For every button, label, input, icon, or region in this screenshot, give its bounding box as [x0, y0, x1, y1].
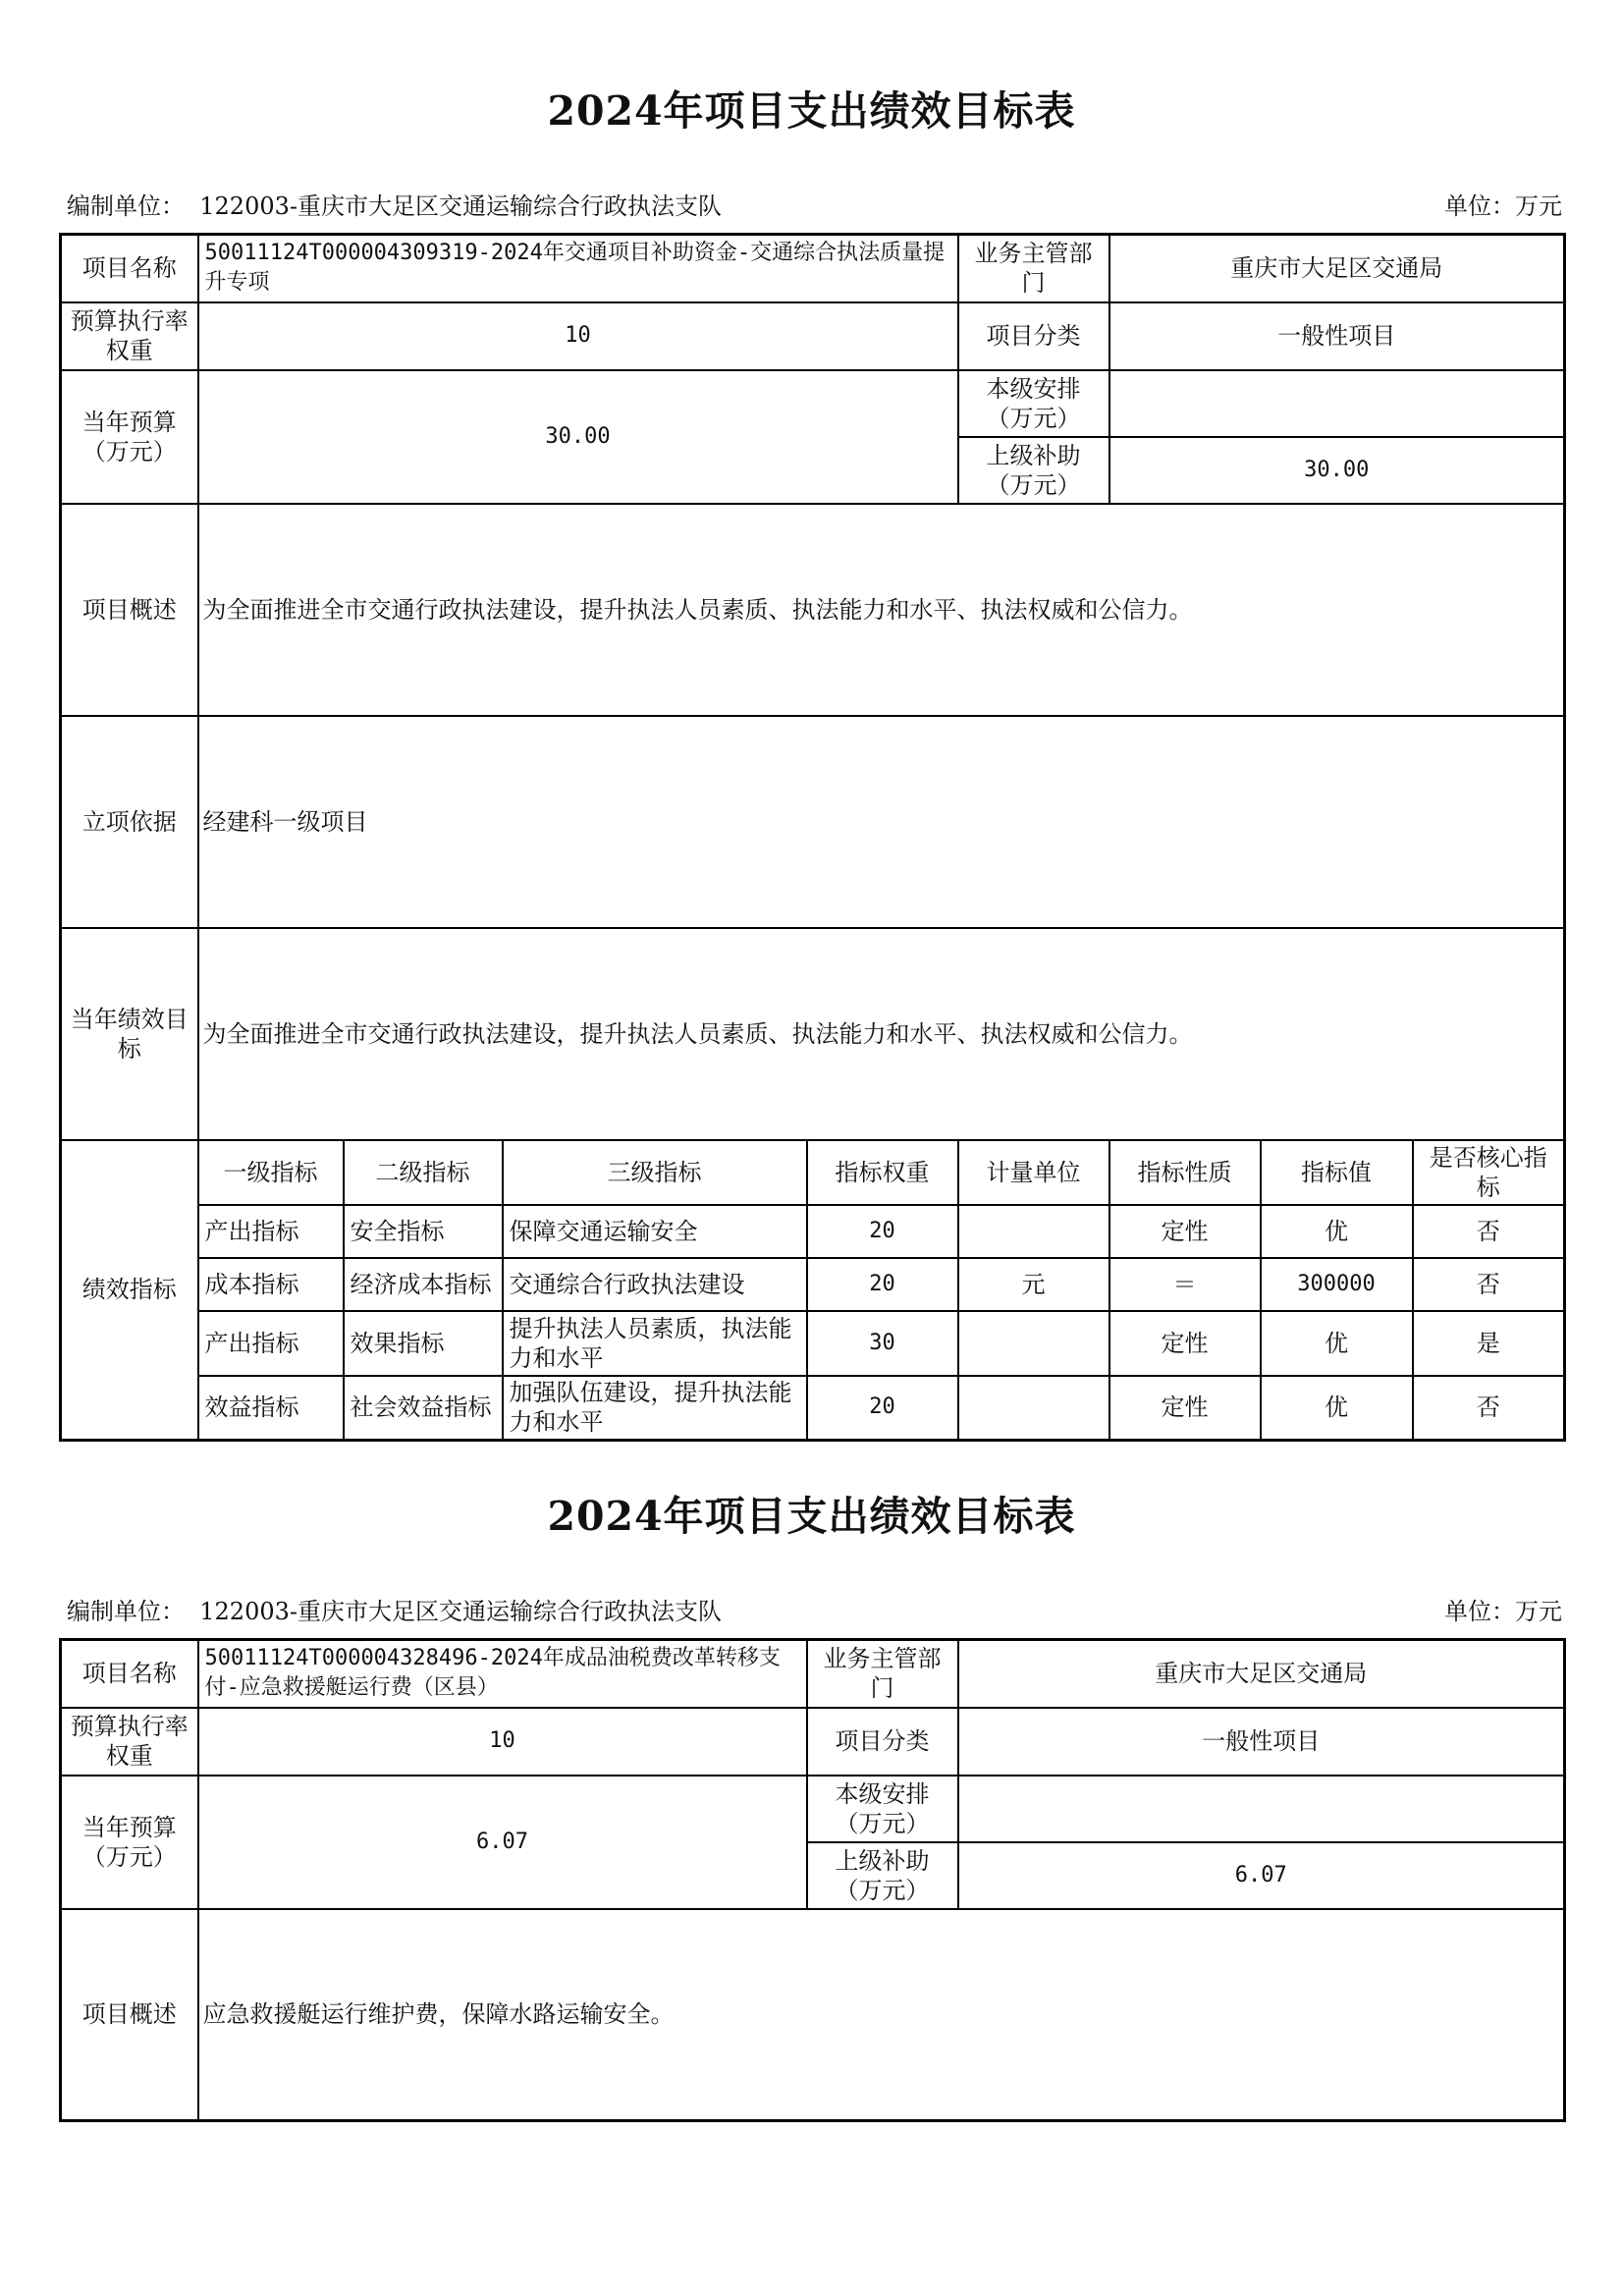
budget-value: 6.07 [198, 1776, 807, 1909]
indicator-level2: 安全指标 [344, 1205, 503, 1258]
category-value: 一般性项目 [958, 1708, 1565, 1776]
indicator-weight: 30 [807, 1311, 958, 1376]
indicator-nature: 定性 [1109, 1205, 1261, 1258]
indicator-unit [958, 1311, 1109, 1376]
label-dept: 业务主管部门 [807, 1640, 958, 1708]
indicator-nature: 定性 [1109, 1376, 1261, 1441]
org-value: 122003-重庆市大足区交通运输综合行政执法支队 [199, 192, 722, 220]
label-category: 项目分类 [807, 1708, 958, 1776]
indicator-level3: 加强队伍建设，提升执法能力和水平 [503, 1376, 807, 1441]
label-exec-rate: 预算执行率权重 [61, 302, 198, 370]
label-dept: 业务主管部门 [958, 235, 1109, 302]
overview-text: 为全面推进全市交通行政执法建设，提升执法人员素质、执法能力和水平、执法权威和公信力。 [198, 504, 1565, 716]
indicator-header: 计量单位 [958, 1140, 1109, 1205]
indicator-level1: 产出指标 [198, 1205, 344, 1258]
exec-rate-value: 10 [198, 1708, 807, 1776]
unit-label: 单位：万元 [1444, 1598, 1562, 1625]
indicator-value: 300000 [1261, 1258, 1413, 1311]
budget-value: 30.00 [198, 370, 958, 504]
label-category: 项目分类 [958, 302, 1109, 370]
indicator-weight: 20 [807, 1205, 958, 1258]
indicator-level2: 社会效益指标 [344, 1376, 503, 1441]
indicator-unit: 元 [958, 1258, 1109, 1311]
indicator-level1: 效益指标 [198, 1376, 344, 1441]
indicator-level3: 交通综合行政执法建设 [503, 1258, 807, 1311]
dept-value: 重庆市大足区交通局 [958, 1640, 1565, 1708]
label-goal: 当年绩效目标 [61, 928, 198, 1140]
performance-table [59, 233, 1566, 1442]
overview-text: 应急救援艇运行维护费，保障水路运输安全。 [198, 1909, 1565, 2121]
label-local: 本级安排（万元） [958, 370, 1109, 437]
table-row [61, 1311, 1565, 1376]
indicator-weight: 20 [807, 1376, 958, 1441]
label-budget: 当年预算（万元） [61, 1776, 198, 1909]
indicator-core: 是 [1413, 1311, 1565, 1376]
indicator-header: 指标值 [1261, 1140, 1413, 1205]
indicator-unit [958, 1205, 1109, 1258]
local-value [958, 1776, 1565, 1842]
indicator-header: 是否核心指标 [1413, 1140, 1565, 1205]
unit-label: 单位：万元 [1444, 192, 1562, 220]
indicator-unit [958, 1376, 1109, 1441]
header-meta [67, 187, 1562, 221]
table-row [61, 1205, 1565, 1258]
label-overview: 项目概述 [61, 1909, 198, 2121]
goal-text: 为全面推进全市交通行政执法建设，提升执法人员素质、执法能力和水平、执法权威和公信力。 [198, 928, 1565, 1140]
indicator-level1: 产出指标 [198, 1311, 344, 1376]
label-indicators: 绩效指标 [61, 1140, 198, 1441]
indicator-header: 指标性质 [1109, 1140, 1261, 1205]
indicator-core: 否 [1413, 1258, 1565, 1311]
indicator-level1: 成本指标 [198, 1258, 344, 1311]
label-overview: 项目概述 [61, 504, 198, 716]
indicator-header: 指标权重 [807, 1140, 958, 1205]
label-superior: 上级补助（万元） [958, 437, 1109, 504]
header-meta [67, 1592, 1562, 1626]
local-value [1109, 370, 1565, 437]
page-title: 2024年项目支出绩效目标表 [547, 87, 1076, 135]
org-label: 编制单位： [67, 192, 185, 220]
indicator-core: 否 [1413, 1376, 1565, 1441]
indicator-core: 否 [1413, 1205, 1565, 1258]
label-exec-rate: 预算执行率权重 [61, 1708, 198, 1776]
indicator-header: 三级指标 [503, 1140, 807, 1205]
indicator-nature: 定性 [1109, 1311, 1261, 1376]
page-title: 2024年项目支出绩效目标表 [547, 1493, 1076, 1540]
indicator-level3: 提升执法人员素质，执法能力和水平 [503, 1311, 807, 1376]
indicator-nature: ＝ [1109, 1258, 1261, 1311]
indicator-header: 一级指标 [198, 1140, 344, 1205]
exec-rate-value: 10 [198, 302, 958, 370]
label-budget: 当年预算（万元） [61, 370, 198, 504]
indicator-value: 优 [1261, 1376, 1413, 1441]
label-local: 本级安排（万元） [807, 1776, 958, 1842]
table-row [61, 1258, 1565, 1311]
table-row [61, 1376, 1565, 1441]
superior-value: 6.07 [958, 1842, 1565, 1909]
indicator-value: 优 [1261, 1205, 1413, 1258]
dept-value: 重庆市大足区交通局 [1109, 235, 1565, 302]
label-superior: 上级补助（万元） [807, 1842, 958, 1909]
label-basis: 立项依据 [61, 716, 198, 928]
indicator-weight: 20 [807, 1258, 958, 1311]
project-name: 50011124T000004328496-2024年成品油税费改革转移支付-应急救援艇运行费（区县） [198, 1640, 807, 1708]
category-value: 一般性项目 [1109, 302, 1565, 370]
superior-value: 30.00 [1109, 437, 1565, 504]
indicator-level3: 保障交通运输安全 [503, 1205, 807, 1258]
project-name: 50011124T000004309319-2024年交通项目补助资金-交通综合执法质量提升专项 [198, 235, 958, 302]
indicator-value: 优 [1261, 1311, 1413, 1376]
performance-table [59, 1638, 1566, 2122]
indicator-level2: 经济成本指标 [344, 1258, 503, 1311]
org-value: 122003-重庆市大足区交通运输综合行政执法支队 [199, 1598, 722, 1625]
label-project-name: 项目名称 [61, 235, 198, 302]
basis-text: 经建科一级项目 [198, 716, 1565, 928]
label-project-name: 项目名称 [61, 1640, 198, 1708]
indicator-header: 二级指标 [344, 1140, 503, 1205]
indicator-level2: 效果指标 [344, 1311, 503, 1376]
org-label: 编制单位： [67, 1598, 185, 1625]
